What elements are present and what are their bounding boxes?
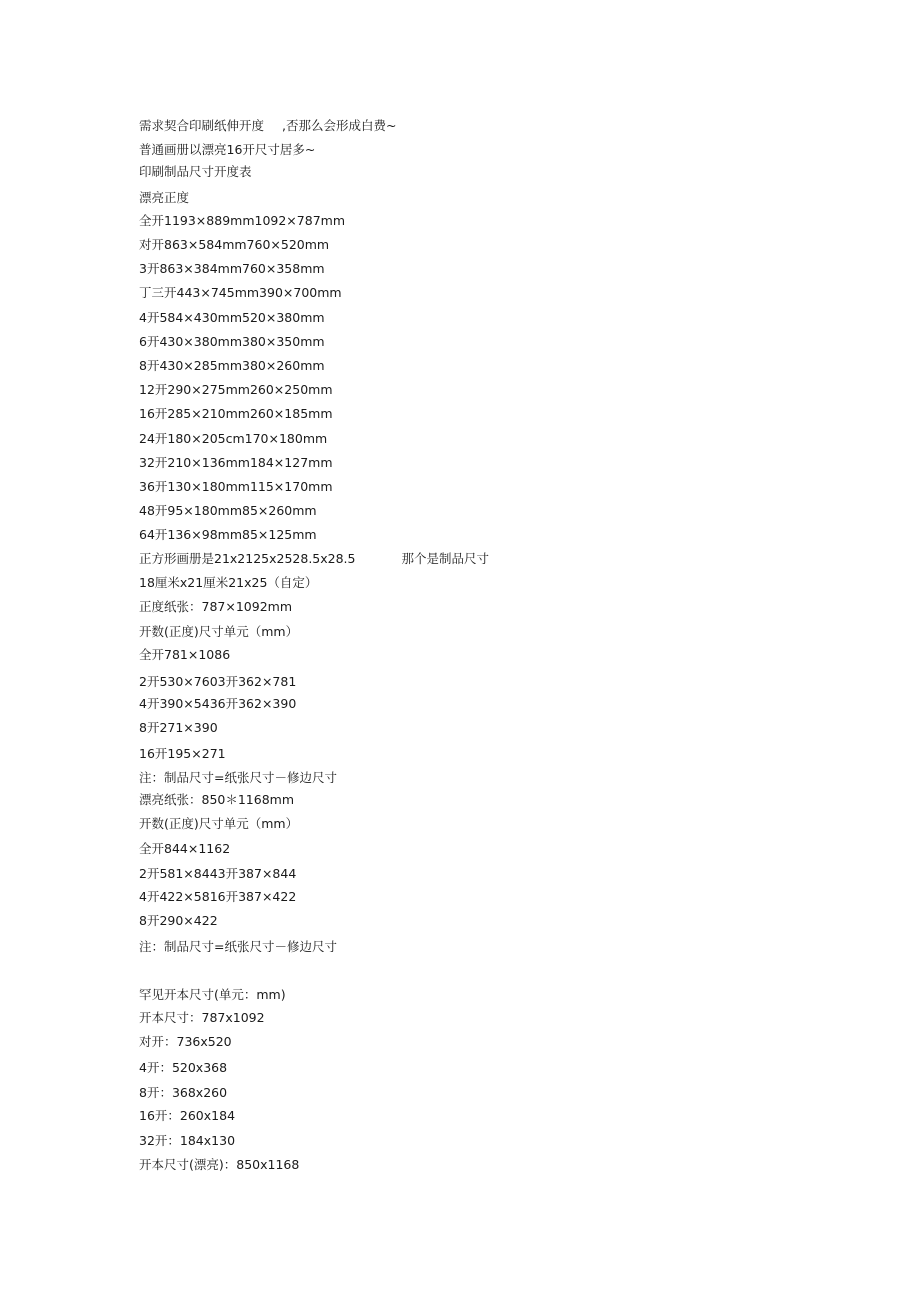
text-line-37: 开本尺寸：787x1092	[139, 1010, 265, 1025]
text-line-40: 8开：368x260	[139, 1085, 228, 1100]
text-line-15: 32开210×136mm184×127mm	[139, 455, 333, 470]
text-line-9: 4开584×430mm520×380mm	[139, 310, 325, 325]
text-line-36: 罕见开本尺寸(单元：mm)	[139, 987, 286, 1002]
text-line-19	[139, 551, 489, 567]
text-line-39: 4开：520x368	[139, 1060, 228, 1075]
text-line-22: 开数(正度)尺寸单元（mm）	[139, 624, 299, 639]
text-line-17: 48开95×180mm85×260mm	[139, 503, 317, 518]
text-line-20: 18厘米x21厘米21x25（自定）	[139, 575, 318, 590]
text-line-34: 8开290×422	[139, 913, 218, 928]
text-line-1b: ,否那么会形成白费~	[282, 118, 397, 133]
text-line-32: 2开581×8443开387×844	[139, 866, 297, 881]
text-line-26: 8开271×390	[139, 720, 218, 735]
text-line-18: 64开136×98mm85×125mm	[139, 527, 317, 542]
text-line-23: 全开781×1086	[139, 647, 231, 662]
text-line-8: 丁三开443×745mm390×700mm	[139, 285, 342, 300]
text-line-11: 8开430×285mm380×260mm	[139, 358, 325, 373]
text-line-38: 对开：736x520	[139, 1034, 232, 1049]
text-line-30: 开数(正度)尺寸单元（mm）	[139, 816, 299, 831]
text-line-35: 注：制品尺寸=纸张尺寸－修边尺寸	[139, 939, 337, 954]
text-line-12: 12开290×275mm260×250mm	[139, 382, 333, 397]
text-line-42: 32开：184x130	[139, 1133, 236, 1148]
text-line-27: 16开195×271	[139, 746, 226, 761]
text-line-19b: 那个是制品尺寸	[401, 551, 489, 566]
text-line-24: 2开530×7603开362×781	[139, 674, 297, 689]
text-line-19a: 正方形画册是21x2125x2528.5x28.5	[139, 551, 356, 566]
text-line-29: 漂亮纸张：850＊1168mm	[139, 792, 295, 807]
text-line-28: 注：制品尺寸=纸张尺寸－修边尺寸	[139, 770, 337, 785]
text-line-7: 3开863×384mm760×358mm	[139, 261, 325, 276]
text-line-25: 4开390×5436开362×390	[139, 696, 297, 711]
text-line-3: 印刷制品尺寸开度表	[139, 164, 252, 179]
text-line-16: 36开130×180mm115×170mm	[139, 479, 333, 494]
text-line-4: 漂亮正度	[139, 190, 190, 205]
text-line-13: 16开285×210mm260×185mm	[139, 406, 333, 421]
text-line-1	[139, 118, 396, 134]
text-line-1a: 需求契合印刷纸伸开度	[139, 118, 265, 133]
text-line-10: 6开430×380mm380×350mm	[139, 334, 325, 349]
text-line-5: 全开1193×889mm1092×787mm	[139, 213, 345, 228]
text-line-43: 开本尺寸(漂亮)：850x1168	[139, 1157, 300, 1172]
text-line-31: 全开844×1162	[139, 841, 231, 856]
text-line-14: 24开180×205cm170×180mm	[139, 431, 328, 446]
text-line-21: 正度纸张：787×1092mm	[139, 599, 292, 614]
text-line-41: 16开：260x184	[139, 1108, 236, 1123]
text-line-33: 4开422×5816开387×422	[139, 889, 297, 904]
text-line-6: 对开863×584mm760×520mm	[139, 237, 330, 252]
text-line-2: 普通画册以漂亮16开尺寸居多~	[139, 142, 316, 157]
